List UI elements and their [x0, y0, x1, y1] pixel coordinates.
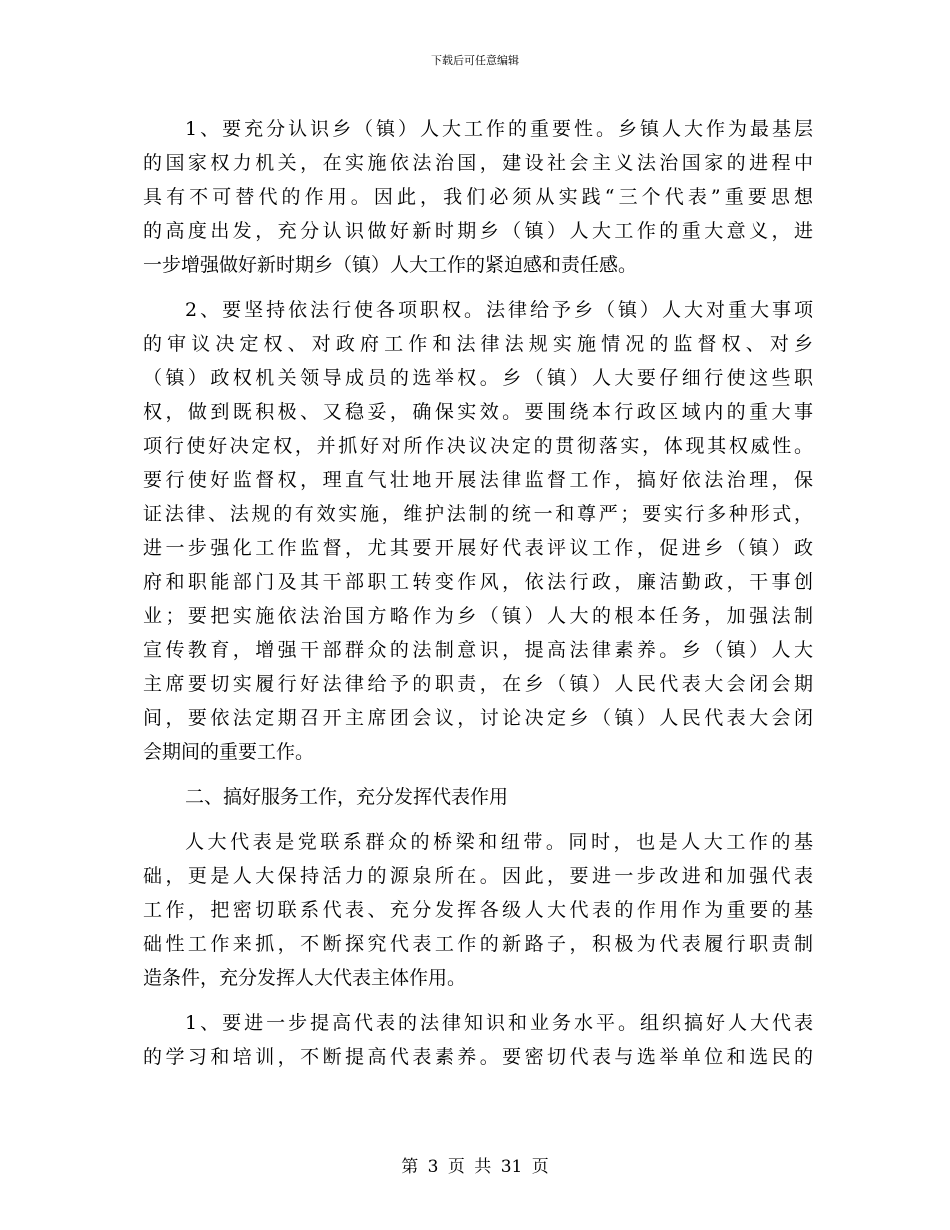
text-line: 证法律、法规的有效实施，维护法制的统一和尊严；要实行多种形式，: [143, 503, 813, 525]
text-line: 会期间的重要工作。: [143, 741, 315, 763]
text-line: 一步增强做好新时期乡（镇）人大工作的紧迫感和责任感。: [143, 254, 638, 276]
text-line: 府和职能部门及其干部职工转变作风，依法行政，廉洁勤政，干事创: [143, 571, 813, 593]
text-line: 1、要进一步提高代表的法律知识和业务水平。组织搞好人大代表: [185, 1012, 813, 1034]
text-line: 宣传教育，增强干部群众的法制意识，提高法律素养。乡（镇）人大: [143, 639, 813, 661]
text-line: 具有不可替代的作用。因此，我们必须从实践“三个代表”重要思想: [143, 186, 813, 208]
text-line: 础性工作来抓，不断探究代表工作的新路子，积极为代表履行职责制: [143, 933, 813, 955]
text-line: 础，更是人大保持活力的源泉所在。因此，要进一步改进和加强代表: [143, 865, 813, 887]
text-line: 业；要把实施依法治国方略作为乡（镇）人大的根本任务，加强法制: [143, 605, 813, 627]
text-line: 人大代表是党联系群众的桥梁和纽带。同时，也是人大工作的基: [185, 831, 813, 853]
text-line: 主席要切实履行好法律给予的职责，在乡（镇）人民代表大会闭会期: [143, 673, 813, 695]
text-line: 的审议决定权、对政府工作和法律法规实施情况的监督权、对乡: [143, 333, 813, 355]
page-header: 下载后可任意编辑: [431, 54, 519, 67]
text-line: 工作，把密切联系代表、充分发挥各级人大代表的作用作为重要的基: [143, 899, 813, 921]
text-line: 的国家权力机关，在实施依法治国，建设社会主义法治国家的进程中: [143, 152, 813, 174]
text-line: 1、要充分认识乡（镇）人大工作的重要性。乡镇人大作为最基层: [185, 118, 813, 140]
page-number: 第 3 页 共 31 页: [401, 1157, 549, 1177]
text-line: 进一步强化工作监督，尤其要开展好代表评议工作，促进乡（镇）政: [143, 537, 813, 559]
text-line: 造条件，充分发挥人大代表主体作用。: [143, 967, 467, 989]
text-line: 的高度出发，充分认识做好新时期乡（镇）人大工作的重大意义，进: [143, 220, 813, 242]
text-line: （镇）政权机关领导成员的选举权。乡（镇）人大要仔细行使这些职: [143, 367, 813, 389]
text-line: 权，做到既积极、又稳妥，确保实效。要围绕本行政区域内的重大事: [143, 401, 813, 423]
text-line: 项行使好决定权，并抓好对所作决议决定的贯彻落实，体现其权威性。: [143, 435, 813, 457]
text-line: 二、搞好服务工作，充分发挥代表作用: [185, 786, 509, 808]
text-line: 2、要坚持依法行使各项职权。法律给予乡（镇）人大对重大事项: [185, 299, 813, 321]
text-line: 的学习和培训，不断提高代表素养。要密切代表与选举单位和选民的: [143, 1046, 813, 1068]
text-line: 间，要依法定期召开主席团会议，讨论决定乡（镇）人民代表大会闭: [143, 707, 813, 729]
text-line: 要行使好监督权，理直气壮地开展法律监督工作，搞好依法治理，保: [143, 469, 813, 491]
